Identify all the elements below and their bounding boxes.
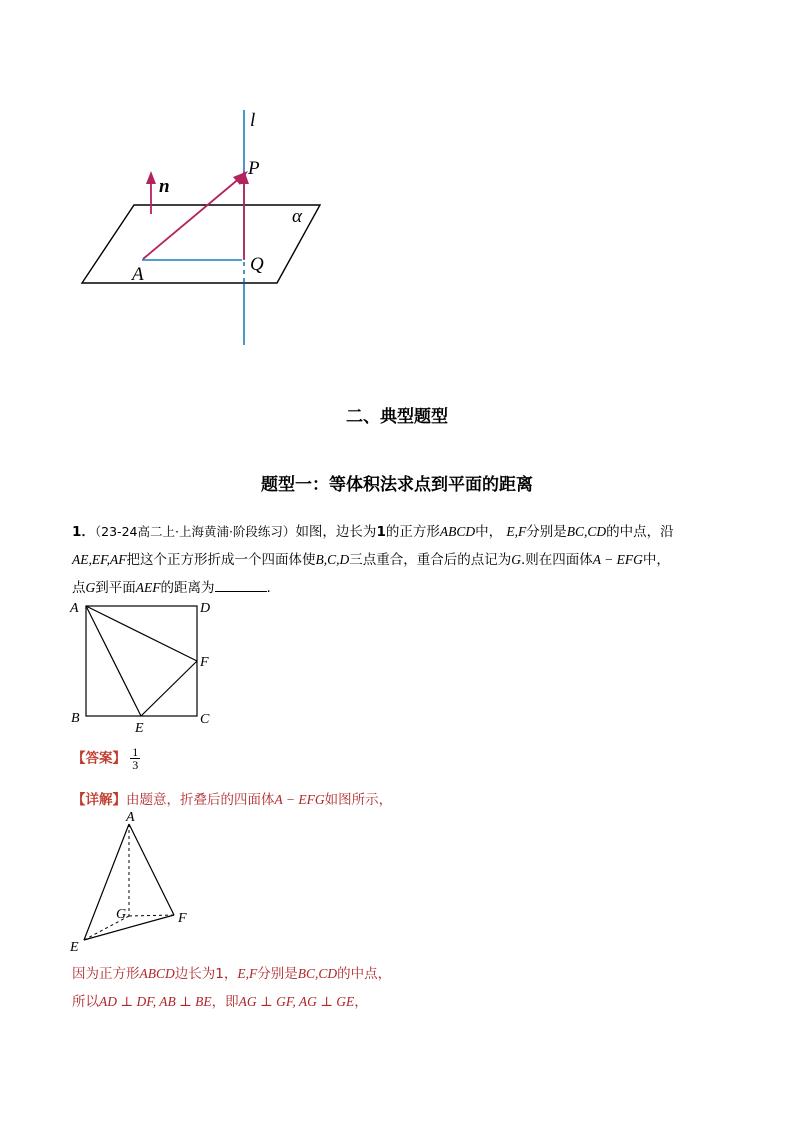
vector-AP <box>143 177 241 259</box>
problem-line-3 <box>72 576 271 596</box>
detail-text-a: 由题意，折叠后的四面体 <box>126 792 275 808</box>
segment-AE <box>86 606 141 716</box>
label-P: P <box>248 158 260 179</box>
answer-blank <box>215 579 267 592</box>
sq-label-F: F <box>200 655 209 670</box>
tet-label-F: F <box>178 911 187 926</box>
edge-AE <box>84 824 129 940</box>
explain-line-1 <box>72 962 391 982</box>
math-G: G <box>511 552 521 567</box>
plane-alpha <box>82 205 320 283</box>
problem-text-2c: .则在四面体 <box>521 552 593 568</box>
explain-2c: ， <box>354 994 368 1010</box>
explain-math-ABCD: ABCD <box>139 966 175 981</box>
explain-math-perp-2: AG ⊥ GF, AG ⊥ GE <box>238 994 355 1009</box>
sq-label-A: A <box>70 601 79 616</box>
explain-1-one: 1 <box>215 966 224 982</box>
edge-AF <box>129 824 174 915</box>
edge-GF-hidden <box>129 915 174 916</box>
math-G-2: G <box>85 580 96 595</box>
detail-text-b: 如图所示， <box>324 792 393 808</box>
label-l: l <box>250 110 256 131</box>
explain-math-perp-1: AD ⊥ DF, AB ⊥ BE <box>99 994 212 1009</box>
sq-label-C: C <box>200 712 210 727</box>
problem-source: （23-24高二上·上海黄浦·阶段练习） <box>94 524 296 539</box>
problem-text-2d: 中， <box>642 552 670 568</box>
answer-denominator: 3 <box>132 758 139 772</box>
math-ABCD: ABCD <box>439 524 476 539</box>
explain-1b: 边长为 <box>174 966 216 982</box>
problem-text-2b: 三点重合，重合后的点记为 <box>349 552 512 568</box>
detail-tag: 【详解】 <box>72 792 126 808</box>
problem-text-1d: 分别是 <box>526 524 567 540</box>
segment-EF <box>141 661 197 716</box>
subsection-title: 题型一：等体积法求点到平面的距离 <box>261 475 533 495</box>
problem-text-1e: 的中点，沿 <box>606 524 674 540</box>
tet-label-G: G <box>116 907 127 922</box>
explain-2a: 所以 <box>72 994 99 1010</box>
explain-math-BC-CD: BC,CD <box>297 966 338 981</box>
segment-AF <box>86 606 197 661</box>
problem-line-2 <box>72 548 670 568</box>
label-n: n <box>159 176 170 197</box>
problem-text-1a: 如图，边长为 <box>295 524 377 540</box>
detail-math-A-EFG: A − EFG <box>274 792 325 807</box>
problem-text-2a: 把这个正方形折成一个四面体使 <box>126 552 316 568</box>
explain-1c: ， <box>223 966 238 982</box>
answer-line <box>72 746 140 771</box>
explain-1d: 分别是 <box>257 966 298 982</box>
problem-number: 1． <box>72 524 95 540</box>
label-Q: Q <box>250 254 264 275</box>
figure-tetrahedron <box>66 808 206 958</box>
answer-tag: 【答案】 <box>72 750 126 767</box>
problem-text-3end: . <box>266 580 271 596</box>
math-BC-CD: BC,CD <box>566 524 607 539</box>
explain-1a: 因为正方形 <box>72 966 140 982</box>
edge-EF <box>84 915 174 940</box>
explain-math-EF: E,F <box>237 966 258 981</box>
sq-label-B: B <box>71 711 80 726</box>
answer-fraction <box>130 746 140 771</box>
label-A: A <box>132 264 144 285</box>
math-BCD: B,C,D <box>315 552 350 567</box>
problem-text-1b: 的正方形 <box>385 524 440 540</box>
tet-label-A: A <box>126 810 135 825</box>
figure-plane-line-vector <box>70 100 370 360</box>
tet-label-E: E <box>70 940 79 955</box>
answer-numerator: 1 <box>132 745 139 759</box>
sq-label-E: E <box>135 721 144 736</box>
normal-vector-arrowhead <box>146 171 156 184</box>
problem-line-1 <box>72 520 674 540</box>
label-alpha: α <box>292 206 302 227</box>
math-AE-EF-AF: AE,EF,AF <box>72 552 127 567</box>
math-AEF: AEF <box>135 580 161 595</box>
problem-text-1c: 中， <box>475 524 503 540</box>
detail-line <box>72 788 392 808</box>
explain-1e: 的中点， <box>337 966 392 982</box>
problem-side-length: 1 <box>376 524 386 540</box>
problem-text-3c: 的距离为 <box>160 580 215 596</box>
problem-text-3b: 到平面 <box>95 580 136 596</box>
explain-2b: ，即 <box>211 994 239 1010</box>
math-EF: E,F <box>506 524 527 539</box>
sq-label-D: D <box>200 601 211 616</box>
math-A-EFG: A − EFG <box>592 552 643 567</box>
section-title: 二、典型题型 <box>346 407 448 427</box>
square-outline <box>86 606 197 716</box>
explain-line-2 <box>72 990 368 1010</box>
problem-text-3a: 点 <box>72 580 86 596</box>
figure-square-ABCD <box>66 596 226 736</box>
